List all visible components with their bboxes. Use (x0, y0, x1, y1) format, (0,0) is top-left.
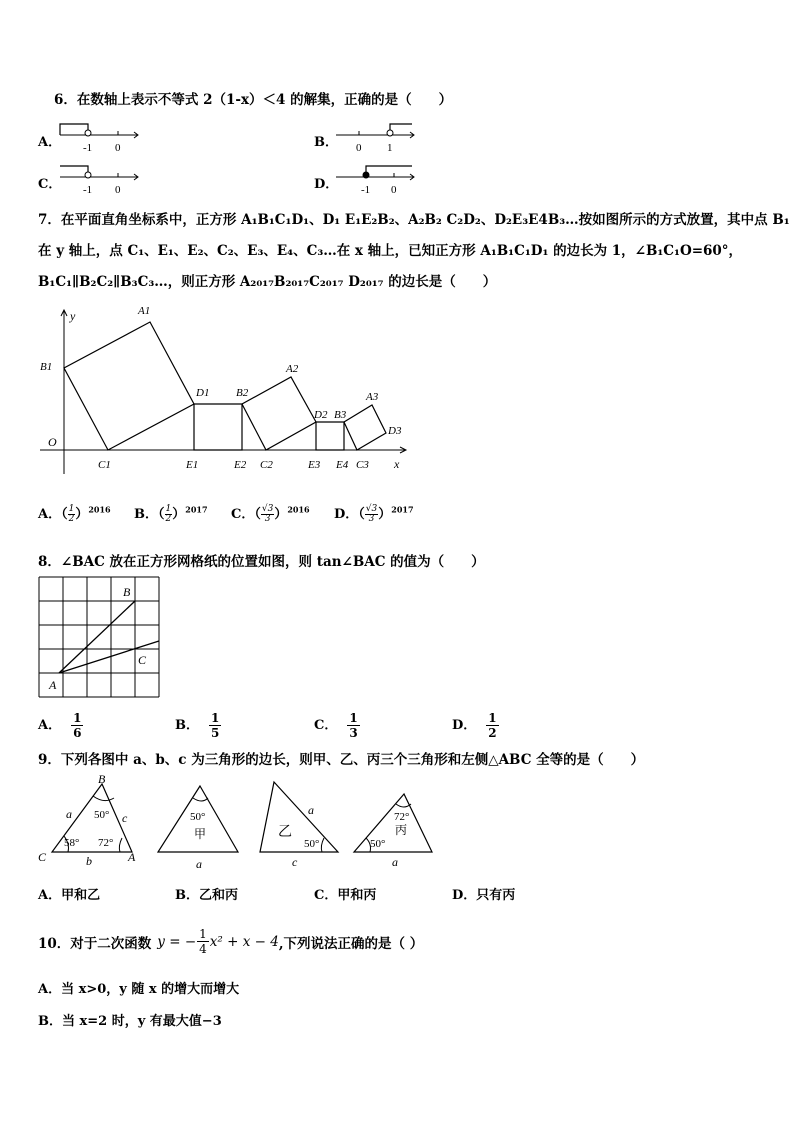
abc-side-a: a (66, 807, 72, 821)
q6-d-tick-2: 0 (391, 184, 397, 196)
jia-name: 甲 (194, 827, 207, 841)
q8-option-d[interactable] (452, 712, 499, 739)
square-2 (242, 377, 316, 450)
yi-angle: 50° (304, 838, 320, 850)
q7-d-fraction (365, 505, 378, 524)
q8-option-c[interactable] (314, 712, 360, 739)
q10-option-a[interactable]: A．当 x>0，y 随 x 的增大而增大 (38, 982, 240, 997)
q7-d-den: 3 (368, 514, 375, 524)
q7-b-den: 2 (165, 514, 172, 524)
q8-a-key: A． (38, 718, 62, 733)
label-d3: D3 (388, 425, 402, 437)
q10-frac-num: 1 (199, 927, 207, 941)
q7-b-close: ） (172, 507, 186, 522)
q7-b-open: （ (158, 507, 165, 522)
ray-ab (59, 601, 135, 673)
q6-a-tick-2: 0 (115, 142, 121, 154)
label-b2: B2 (236, 387, 249, 399)
q6-b-tick-1: 0 (356, 142, 362, 154)
q10-frac-den: 4 (199, 942, 207, 956)
q7-d-key: D． (334, 507, 359, 522)
q8-option-a[interactable] (38, 712, 83, 739)
yi-name: 乙 (278, 825, 292, 840)
q7-b-key: B． (134, 507, 158, 522)
q8-b-num: 1 (211, 711, 220, 725)
triangle-jia (158, 786, 238, 871)
bing-angle-50: 50° (370, 838, 386, 850)
q8-label-a: A (49, 678, 57, 692)
q10-prefix: 10．对于二次函数 (38, 935, 152, 952)
label-b3: B3 (334, 409, 347, 421)
q7-option-a[interactable] (38, 503, 111, 524)
q7-a-key: A． (38, 507, 62, 522)
q9-stem: 9．下列各图中 a、b、c 为三角形的边长，则甲、乙、丙三个三角形和左侧△ABC 全等的是（ ） (38, 752, 645, 768)
q6-number-line-a (58, 120, 142, 156)
q6-c-tick-1: -1 (83, 184, 93, 196)
q6-option-d-key[interactable]: D． (314, 177, 339, 192)
label-c3: C3 (356, 459, 369, 471)
square-3 (344, 405, 386, 450)
abc-side-c: c (122, 811, 128, 825)
triangle-yi (260, 782, 338, 869)
abc-side-b: b (86, 854, 92, 868)
q9-a-key: A． (38, 888, 62, 903)
q7-a-close: ） (75, 507, 89, 522)
square-1 (64, 322, 194, 450)
yi-side-c: c (292, 855, 298, 869)
q7-stem-line3: B₁C₁∥B₂C₂∥B₃C₃…，则正方形 A₂₀₁₇B₂₀₁₇C₂₀₁₇ D₂₀₁₇ 的边长是（ ） (38, 274, 497, 290)
q6-option-c-key[interactable]: C． (38, 177, 62, 192)
label-b1: B1 (40, 361, 53, 373)
q10-formula-post: x² + x − 4 (209, 933, 279, 950)
q8-c-fraction (347, 712, 359, 739)
q7-squares-figure (30, 302, 420, 480)
q7-c-fraction (261, 505, 274, 524)
q7-d-exp: 2017 (391, 504, 414, 515)
q7-d-close: ） (378, 507, 392, 522)
q8-d-fraction (486, 712, 498, 739)
q9-c-key: C． (314, 888, 338, 903)
q6-a-tick-1: -1 (83, 142, 93, 154)
q7-c-open: （ (254, 507, 261, 522)
abc-angle-b: 50° (94, 809, 110, 821)
q6-number-line-d (334, 162, 418, 198)
yi-side-a: a (308, 803, 314, 817)
q6-stem: 6．在数轴上表示不等式 2（1-x）＜4 的解集，正确的是（ ） (54, 92, 453, 108)
q8-b-key: B． (175, 718, 199, 733)
triangle-abc (38, 772, 136, 868)
label-a3: A3 (366, 391, 379, 403)
q8-c-key: C． (314, 718, 338, 733)
q10-formula-pre: y = − (157, 933, 197, 950)
q9-c-text: 甲和丙 (337, 888, 377, 903)
bing-angle-72: 72° (394, 811, 410, 823)
q7-stem-line1: 7．在平面直角坐标系中，正方形 A₁B₁C₁D₁、D₁ E₁E₂B₂、A₂B₂ C₂D₂、D₂E₃E4B₃…按如图所示的方式放置，其中点 B₁ (38, 212, 790, 228)
q10-option-b[interactable]: B．当 x=2 时，y 有最大值−3 (38, 1014, 222, 1029)
jia-angle: 50° (190, 811, 206, 823)
q7-d-num: √3 (365, 504, 378, 514)
label-d1: D1 (196, 387, 210, 399)
q6-number-line-b (334, 120, 418, 156)
q6-number-line-c (58, 162, 142, 198)
q7-a-den: 2 (68, 514, 75, 524)
abc-label-a: A (128, 850, 136, 864)
q7-d-open: （ (358, 507, 365, 522)
q8-stem: 8．∠BAC 放在正方形网格纸的位置如图，则 tan∠BAC 的值为（ ） (38, 554, 485, 570)
q7-a-open: （ (61, 507, 68, 522)
label-e3: E3 (308, 459, 321, 471)
bing-side: a (392, 855, 398, 869)
q8-d-den: 2 (488, 726, 497, 740)
label-e4: E4 (336, 459, 349, 471)
q9-a-text: 甲和乙 (61, 888, 101, 903)
jia-side: a (196, 857, 202, 871)
q8-d-num: 1 (488, 711, 497, 725)
q8-label-b: B (123, 585, 131, 599)
q7-c-exp: 2016 (287, 504, 310, 515)
q7-c-den: 3 (264, 514, 271, 524)
q8-a-fraction (71, 712, 83, 739)
q9-option-b[interactable] (175, 884, 238, 903)
bing-name: 丙 (395, 823, 408, 837)
q9-option-d[interactable] (452, 884, 515, 903)
label-e2: E2 (234, 459, 247, 471)
q7-a-num: 1 (68, 504, 75, 514)
q8-label-c: C (138, 653, 147, 667)
y-label: y (70, 309, 76, 323)
q7-c-num: √3 (261, 504, 274, 514)
q6-d-tick-1: -1 (361, 184, 371, 196)
q8-b-fraction (209, 712, 221, 739)
triangle-bing (354, 794, 432, 869)
square-d2e3e4b3 (316, 422, 344, 450)
q6-b-tick-2: 1 (387, 142, 393, 154)
q7-a-exp: 2016 (88, 504, 111, 515)
q6-option-a-key[interactable]: A． (38, 135, 62, 150)
abc-label-b: B (98, 772, 106, 786)
abc-angle-a: 72° (98, 837, 114, 849)
q9-triangles-figure (34, 772, 446, 872)
q9-option-c[interactable] (314, 884, 376, 903)
q7-b-num: 1 (165, 504, 172, 514)
q7-option-b[interactable] (134, 503, 208, 524)
q8-a-num: 1 (73, 711, 82, 725)
q9-b-key: B． (175, 888, 199, 903)
q7-b-exp: 2017 (185, 504, 208, 515)
q9-d-key: D． (452, 888, 477, 903)
q8-c-num: 1 (349, 711, 358, 725)
q6-option-b-key[interactable]: B． (314, 135, 338, 150)
label-a1: A1 (138, 305, 151, 317)
q9-option-a[interactable] (38, 884, 100, 903)
label-d2: D2 (314, 409, 328, 421)
abc-label-c: C (38, 850, 47, 864)
x-label: x (394, 457, 400, 471)
q9-d-text: 只有丙 (476, 888, 516, 903)
q7-c-key: C． (231, 507, 255, 522)
q6-c-tick-2: 0 (115, 184, 121, 196)
square-d1e1e2b2 (194, 404, 242, 450)
label-a2: A2 (286, 363, 299, 375)
label-c2: C2 (260, 459, 273, 471)
q8-c-den: 3 (349, 726, 358, 740)
q9-b-text: 乙和丙 (199, 888, 239, 903)
q8-grid-figure (36, 574, 164, 698)
q8-b-den: 5 (211, 726, 220, 740)
q8-a-den: 6 (73, 726, 82, 740)
q10-fraction (197, 928, 209, 955)
q7-option-d[interactable] (334, 503, 414, 524)
q10-suffix: ,下列说法正确的是（ ） (278, 935, 424, 952)
q8-d-key: D． (452, 718, 477, 733)
label-e1: E1 (186, 459, 199, 471)
q7-option-c[interactable] (231, 503, 310, 524)
q7-stem-line2: 在 y 轴上，点 C₁、E₁、E₂、C₂、E₃、E₄、C₃…在 x 轴上，已知正方形 A₁B₁C₁D₁ 的边长为 1，∠B₁C₁O=60°， (38, 243, 743, 259)
q10-stem (38, 928, 423, 955)
q7-c-close: ） (274, 507, 288, 522)
q8-option-b[interactable] (175, 712, 221, 739)
abc-angle-c: 58° (64, 837, 80, 849)
origin-label: O (48, 435, 57, 449)
label-c1: C1 (98, 459, 111, 471)
